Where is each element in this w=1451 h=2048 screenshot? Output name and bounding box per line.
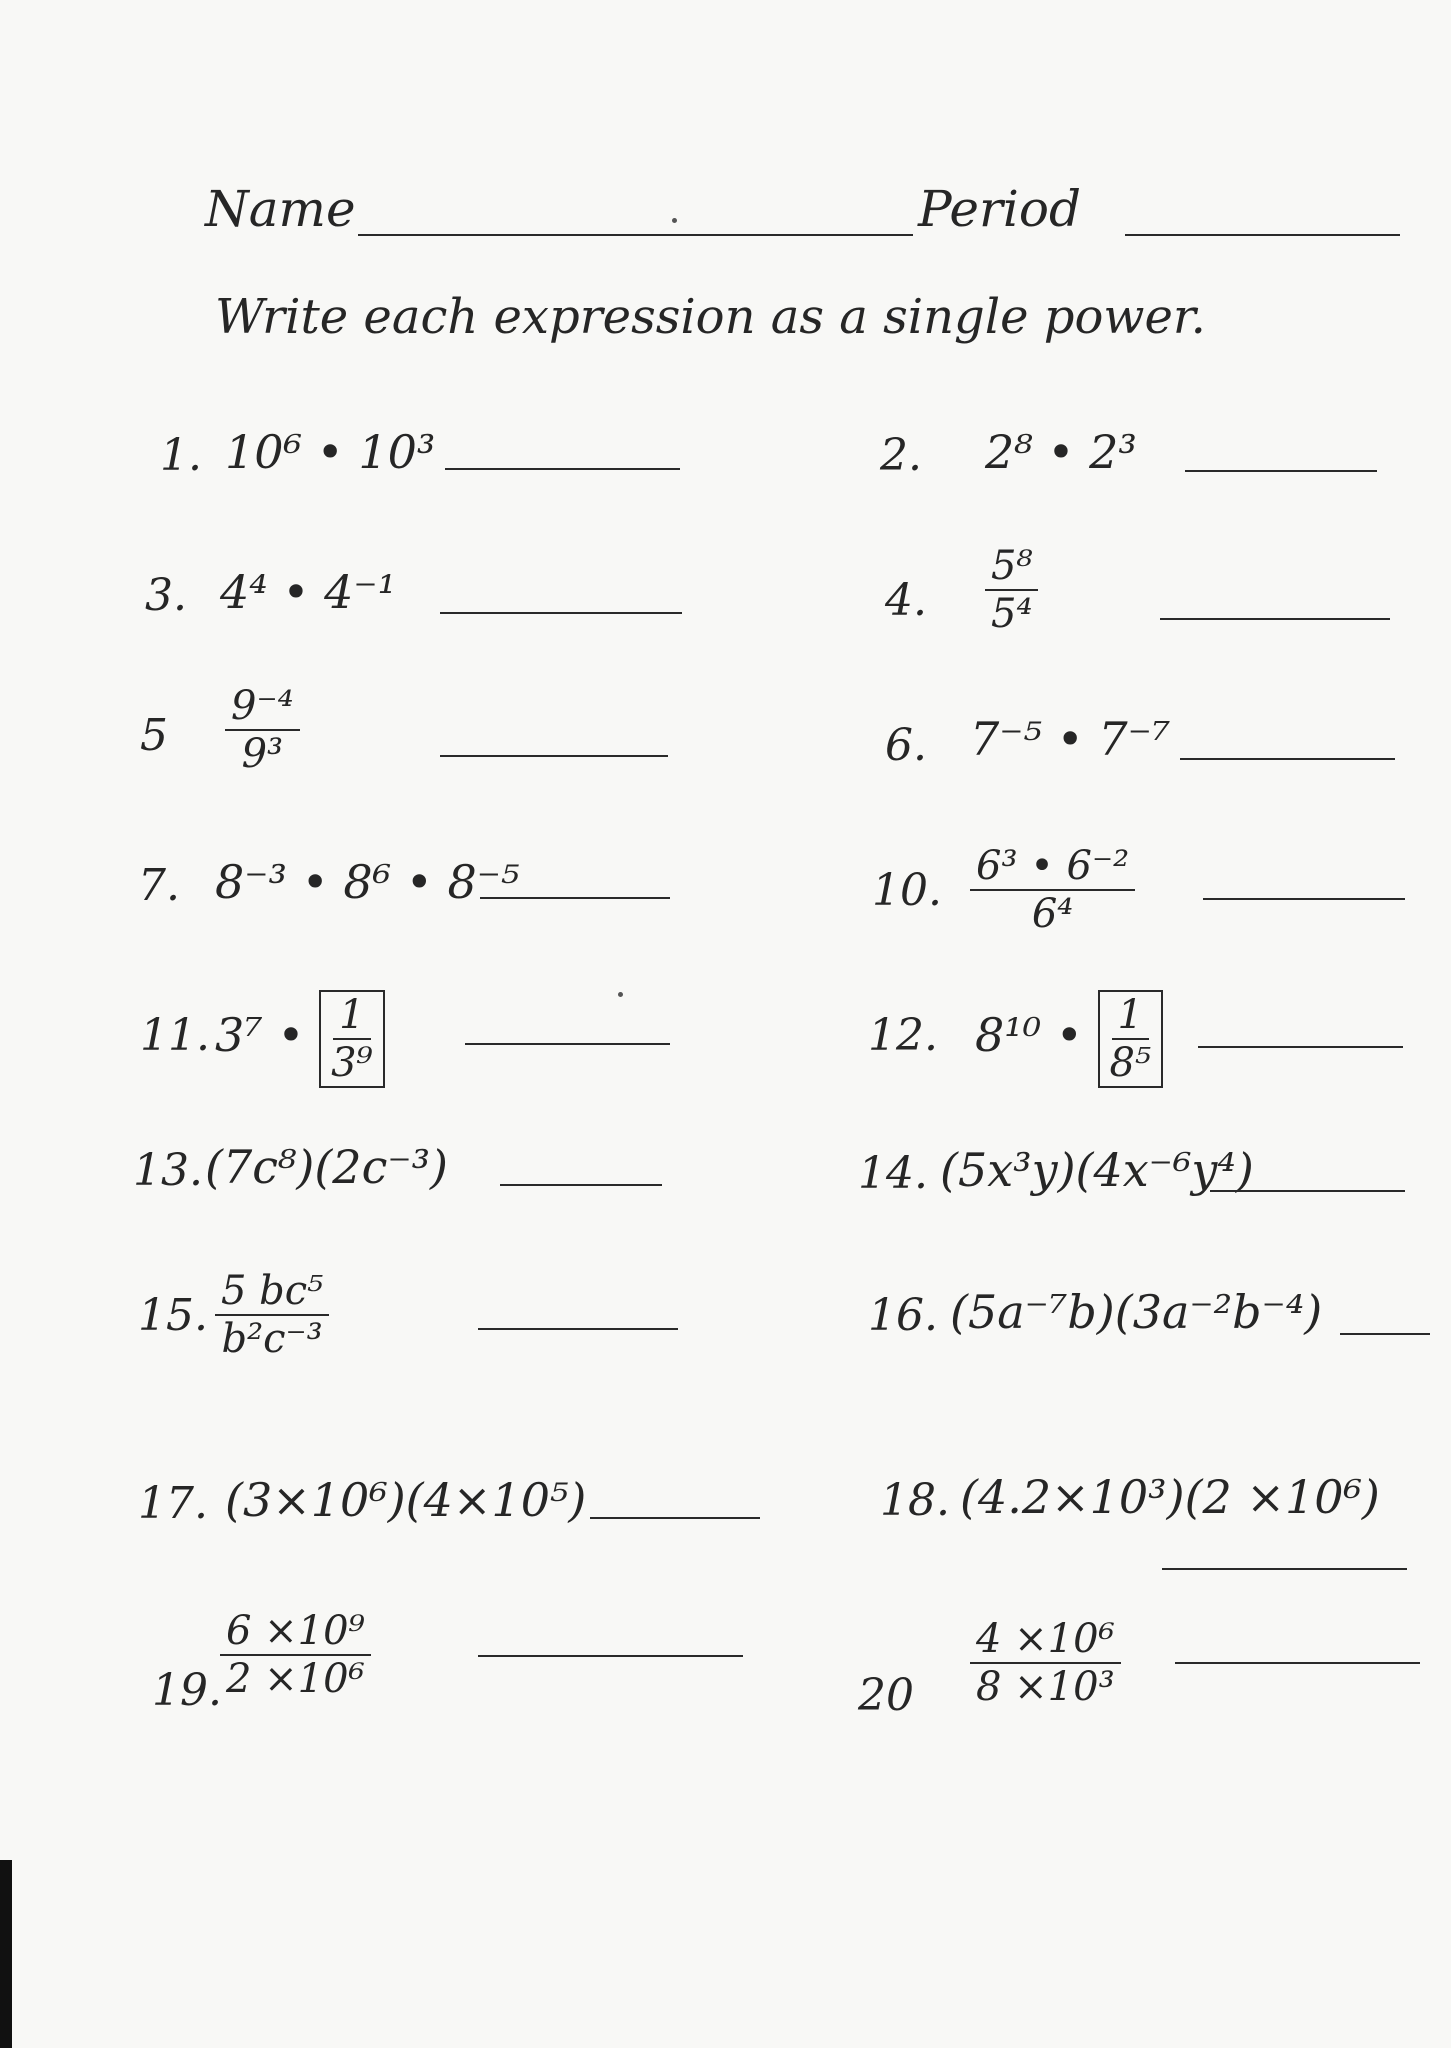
fraction-numerator: 6³ • 6⁻² xyxy=(970,845,1135,891)
problem-number: 5 xyxy=(140,710,168,761)
problem-number: 15. xyxy=(138,1290,208,1341)
fraction-numerator: 4 ×10⁶ xyxy=(970,1618,1121,1664)
fraction-numerator: 6 ×10⁹ xyxy=(220,1610,371,1656)
problem-expression: 8⁻³ • 8⁶ • 8⁻⁵ xyxy=(215,855,520,909)
problem-number: 19. xyxy=(152,1665,222,1716)
problem-expression: 7⁻⁵ • 7⁻⁷ xyxy=(970,712,1171,766)
instructions: Write each expression as a single power. xyxy=(215,289,1206,345)
problem-expression xyxy=(215,990,385,1088)
answer-blank[interactable] xyxy=(1162,1568,1407,1570)
answer-blank[interactable] xyxy=(1203,898,1405,900)
answer-blank[interactable] xyxy=(440,755,668,757)
answer-blank[interactable] xyxy=(440,612,682,614)
expression-lead: 8¹⁰ • xyxy=(975,1008,1083,1062)
problem-expression: (3×10⁶)(4×10⁵) xyxy=(225,1473,587,1527)
answer-blank[interactable] xyxy=(1198,1046,1403,1048)
answer-blank[interactable] xyxy=(1160,618,1390,620)
problem-number: 11. xyxy=(140,1010,210,1061)
fraction-denominator: 6⁴ xyxy=(1031,891,1074,937)
problem-number: 18. xyxy=(880,1475,950,1526)
problem-number: 13. xyxy=(133,1145,203,1196)
fraction-numerator: 5⁸ xyxy=(985,545,1038,591)
fraction-denominator: 9³ xyxy=(241,731,284,777)
problem-number: 7. xyxy=(138,860,180,911)
answer-blank[interactable] xyxy=(1185,470,1377,472)
answer-blank[interactable] xyxy=(465,1043,670,1045)
answer-blank[interactable] xyxy=(478,1655,743,1657)
answer-blank[interactable] xyxy=(590,1517,760,1519)
problem-expression: (4.2×10³)(2 ×10⁶) xyxy=(960,1470,1380,1524)
scan-speck xyxy=(618,992,623,997)
answer-blank[interactable] xyxy=(1175,1662,1420,1664)
fraction-denominator: 5⁴ xyxy=(991,591,1033,637)
problem-number: 6. xyxy=(885,720,927,771)
problem-number: 12. xyxy=(868,1010,938,1061)
problem-number: 2. xyxy=(880,430,922,481)
fraction-numerator: 1 xyxy=(333,994,370,1040)
scan-speck xyxy=(672,218,677,223)
problem-fraction xyxy=(225,685,300,775)
answer-blank[interactable] xyxy=(1180,758,1395,760)
problem-number: 17. xyxy=(138,1478,208,1529)
answer-blank[interactable] xyxy=(1210,1190,1405,1192)
fraction-denominator: 8⁵ xyxy=(1109,1040,1152,1086)
answer-blank[interactable] xyxy=(500,1184,662,1186)
problem-number: 1. xyxy=(160,430,202,481)
problem-number: 4. xyxy=(885,575,927,626)
problem-fraction xyxy=(970,845,1135,935)
problem-number: 14. xyxy=(858,1148,928,1199)
fraction-denominator: b²c⁻³ xyxy=(221,1316,323,1362)
period-label: Period xyxy=(918,180,1081,238)
scan-edge-shadow xyxy=(0,1860,12,2048)
answer-blank[interactable] xyxy=(480,897,670,899)
problem-fraction xyxy=(985,545,1038,635)
problem-fraction xyxy=(220,1610,371,1700)
problem-number: 3. xyxy=(145,570,187,621)
answer-blank[interactable] xyxy=(1340,1333,1430,1335)
problem-expression: 4⁴ • 4⁻¹ xyxy=(220,565,397,619)
period-blank[interactable] xyxy=(1125,234,1400,236)
problem-expression xyxy=(975,990,1163,1088)
problem-expression: (7c⁸)(2c⁻³) xyxy=(205,1140,449,1194)
fraction-numerator: 5 bc⁵ xyxy=(215,1270,329,1316)
fraction-denominator: 2 ×10⁶ xyxy=(226,1656,365,1702)
problem-number: 10. xyxy=(872,865,942,916)
problem-expression: 2⁸ • 2³ xyxy=(985,425,1137,479)
problem-number: 16. xyxy=(868,1290,938,1341)
problem-number: 20 xyxy=(858,1670,914,1721)
fraction-denominator: 3⁹ xyxy=(331,1040,373,1086)
problem-fraction xyxy=(970,1618,1121,1708)
problem-expression: 10⁶ • 10³ xyxy=(225,425,436,479)
problem-expression: (5a⁻⁷b)(3a⁻²b⁻⁴) xyxy=(950,1285,1323,1339)
answer-blank[interactable] xyxy=(478,1328,678,1330)
fraction-denominator: 8 ×10³ xyxy=(976,1664,1115,1710)
name-label: Name xyxy=(205,180,356,238)
name-blank[interactable] xyxy=(358,234,913,236)
expression-lead: 3⁷ • xyxy=(215,1008,305,1062)
problem-expression: (5x³y)(4x⁻⁶y⁴) xyxy=(940,1143,1254,1197)
answer-blank[interactable] xyxy=(445,468,680,470)
fraction-numerator: 9⁻⁴ xyxy=(225,685,300,731)
problem-fraction xyxy=(215,1270,329,1360)
fraction-numerator: 1 xyxy=(1112,994,1149,1040)
